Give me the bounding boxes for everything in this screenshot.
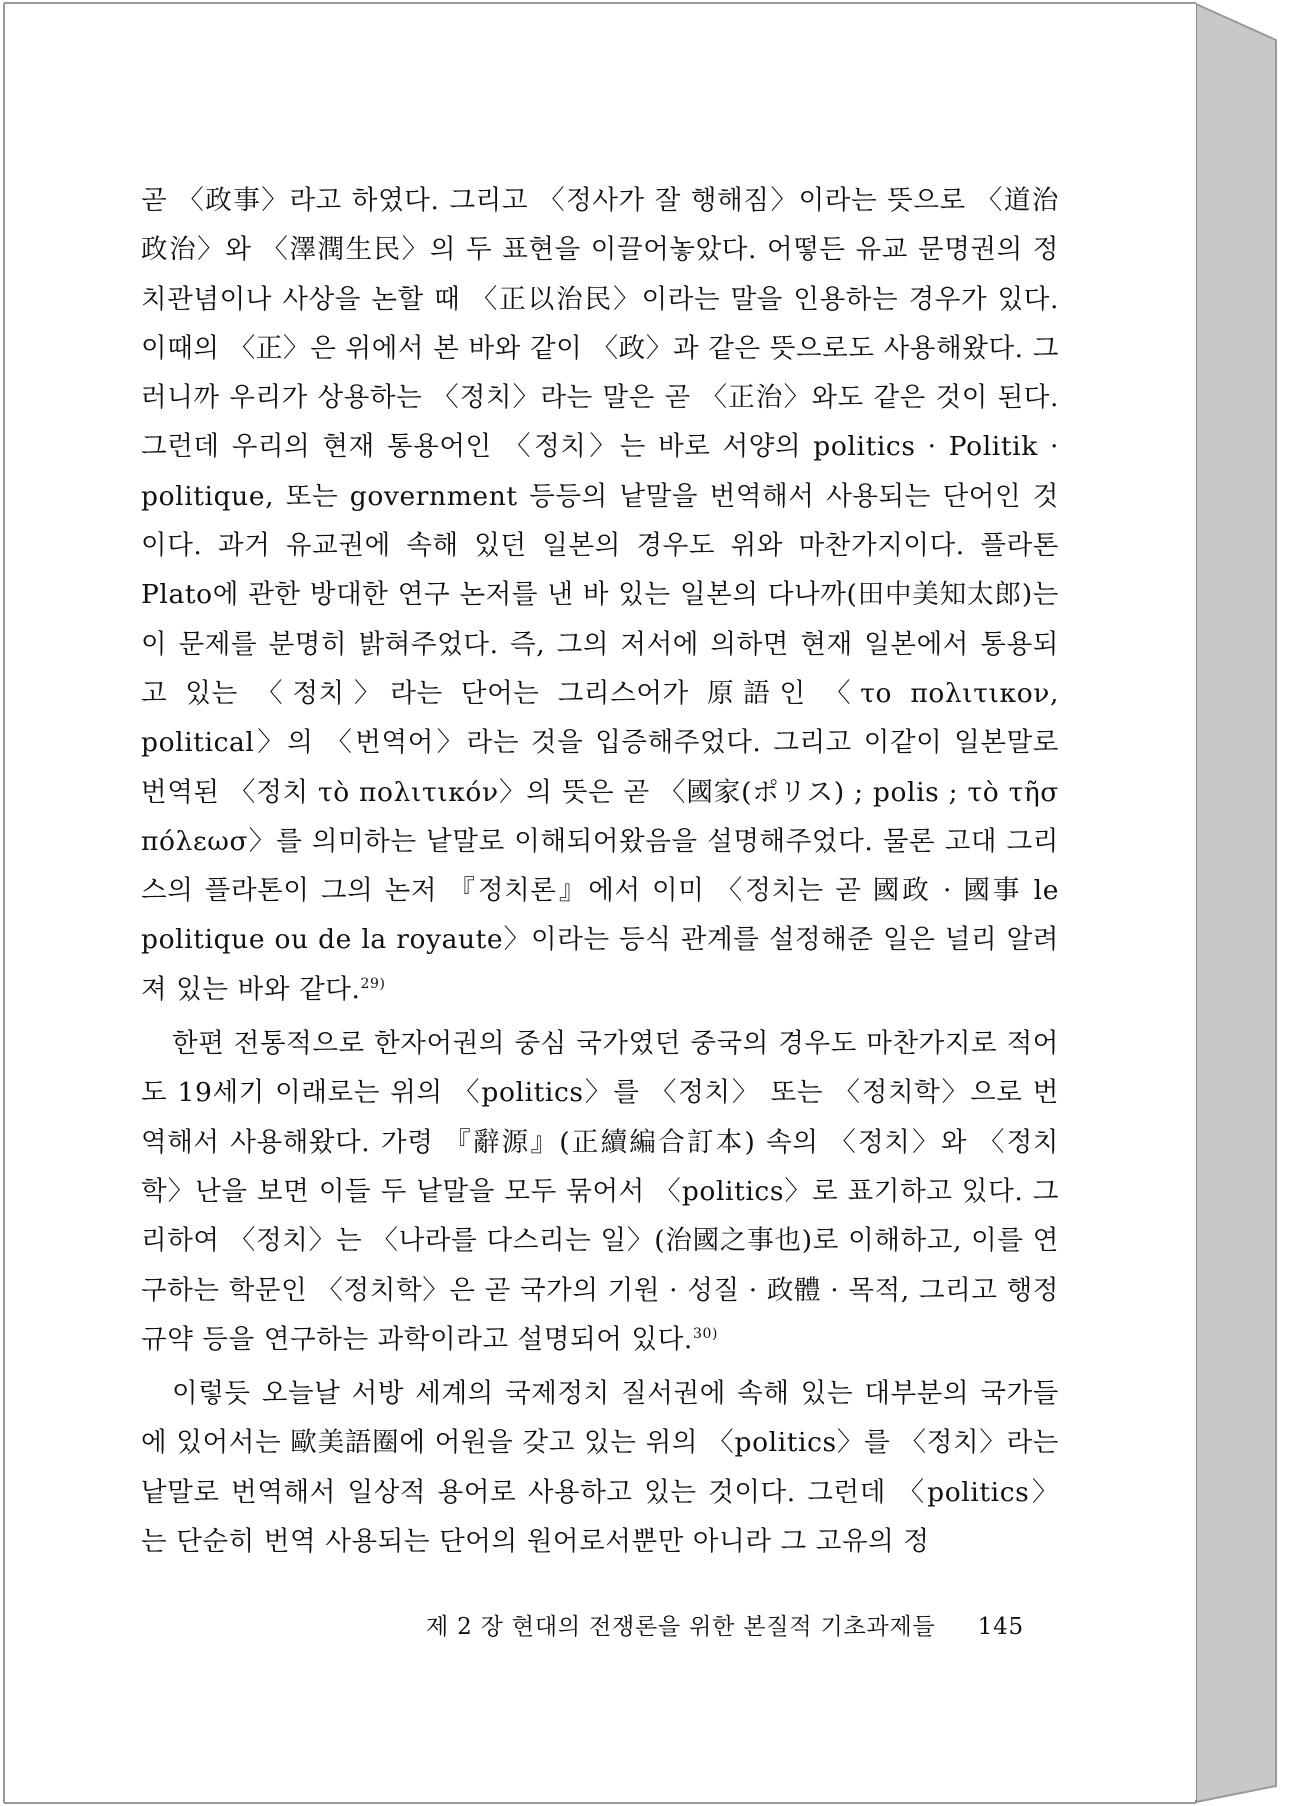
- document-page: [6, 4, 1196, 1800]
- paragraph-text: 이렇듯 오늘날 서방 세계의 국제정치 질서권에 속해 있는 대부분의 국가들에 있어서는 歐美語圈에 어원을 갖고 있는 위의 〈politics〉를 〈정치〉라는 낱말로 번역해서 일상적 용어로 사용하고 있는 것이다. 그런데 〈politics〉는 단순히 번역 사용되는 단어의 원어로서뿐만 아니라 그 고유의 정: [141, 1378, 1059, 1558]
- paragraph-1: [141, 176, 1059, 1014]
- footnote-marker: 29): [360, 975, 386, 992]
- running-head: 제 2 장 현대의 전쟁론을 위한 본질적 기초과제들: [426, 1614, 936, 1640]
- paragraph-text: 곧 〈政事〉라고 하였다. 그리고 〈정사가 잘 행해짐〉이라는 뜻으로 〈道治政治〉와 〈澤潤生民〉의 두 표현을 이끌어놓았다. 어떻든 유교 문명권의 정치관념이나 사상을 논할 때 〈正以治民〉이라는 말을 인용하는 경우가 있다. 이때의 〈正〉은 위에서 본 바와 같이 〈政〉과 같은 뜻으로도 사용해왔다. 그러니까 우리가 상용하는 〈정치〉라는 말은 곧 〈正治〉와도 같은 것이 된다. 그런데 우리의 현재 통용어인 〈정치〉는 바로 서양의 politics · Politik · politique, 또는 government 등등의 낱말을 번역해서 사용되는 단어인 것이다. 과거 유교권에 속해 있던 일본의 경우도 위와 마찬가지이다. 플라톤 Plato에 관한 방대한 연구 논저를 낸 바 있는 일본의 다나까(田中美知太郎)는 이 문제를 분명히 밝혀주었다. 즉, 그의 저서에 의하면 현재 일본에서 통용되고 있는 〈정치〉라는 단어는 그리스어가 原語인 〈το πολιτικον, political〉의 〈번역어〉라는 것을 입증해주었다. 그리고 이같이 일본말로 번역된 〈정치 τὸ πολιτικόν〉의 뜻은 곧 〈國家(ポリス) ; polis ; τὸ τῆσ πόλεωσ〉를 의미하는 낱말로 이해되어왔음을 설명해주었다. 물론 고대 그리스의 플라톤이 그의 논저 『정치론』에서 이미 〈정치는 곧 國政 · 國事 le politique ou de la royaute〉이라는 등식 관계를 설정해준 일은 널리 알려져 있는 바와 같다.: [141, 185, 1059, 1005]
- page-number: 145: [977, 1614, 1024, 1640]
- paragraph-2: [141, 1019, 1059, 1364]
- paragraph-3: [141, 1369, 1059, 1566]
- body-text: [141, 176, 1059, 1566]
- paragraph-text: 한편 전통적으로 한자어권의 중심 국가였던 중국의 경우도 마찬가지로 적어도 19세기 이래로는 위의 〈politics〉를 〈정치〉 또는 〈정치학〉으로 번역해서 사용해왔다. 가령 『辭源』(正續編合訂本) 속의 〈정치〉와 〈정치학〉난을 보면 이들 두 낱말을 모두 묶어서 〈politics〉로 표기하고 있다. 그리하여 〈정치〉는 〈나라를 다스리는 일〉(治國之事也)로 이해하고, 이를 연구하는 학문인 〈정치학〉은 곧 국가의 기원 · 성질 · 政體 · 목적, 그리고 행정 규약 등을 연구하는 과학이라고 설명되어 있다.: [141, 1028, 1059, 1355]
- page-footer: [426, 1612, 1024, 1642]
- footnote-marker: 30): [692, 1326, 719, 1342]
